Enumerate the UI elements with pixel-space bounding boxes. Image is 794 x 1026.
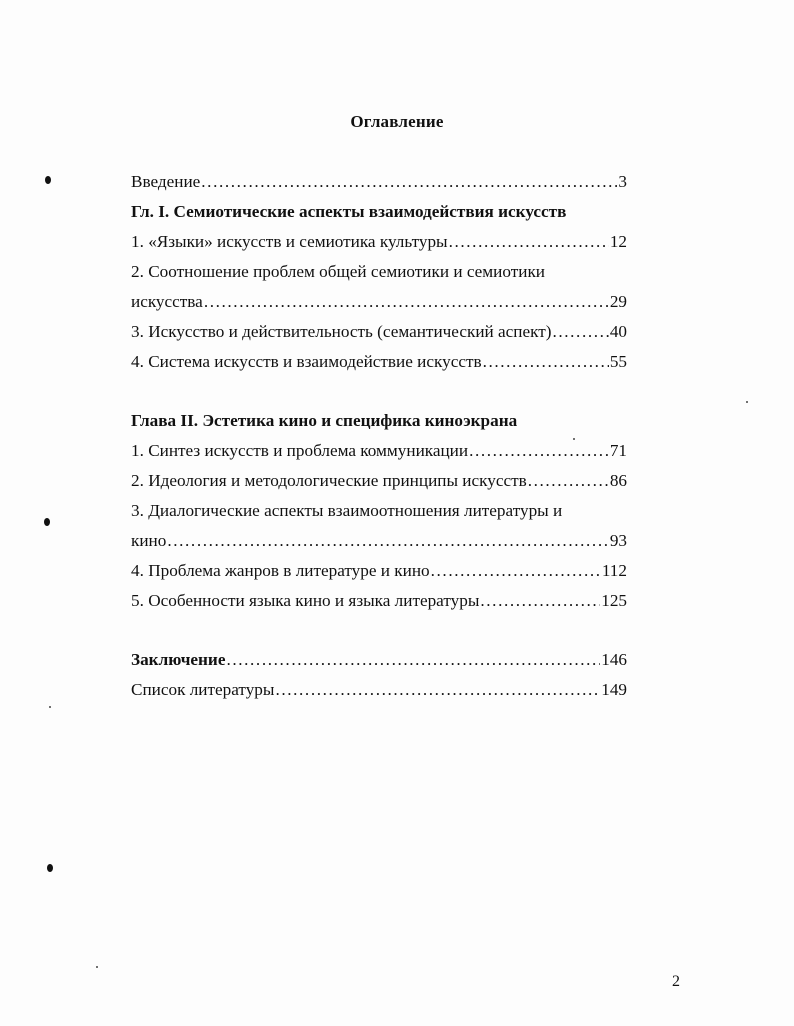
scan-mark-dot bbox=[44, 518, 50, 526]
dot-leader bbox=[226, 649, 600, 671]
chapter-2-heading: Глава II. Эстетика кино и специфика киноэкрана bbox=[131, 411, 518, 430]
toc-entry-page: 86 bbox=[609, 471, 627, 490]
dot-leader bbox=[480, 590, 600, 612]
toc-entry-label: искусства bbox=[131, 292, 203, 311]
scan-speck bbox=[49, 706, 51, 708]
toc-entry-2-2[interactable] bbox=[131, 470, 627, 492]
toc-entry-intro[interactable] bbox=[131, 171, 627, 193]
toc-entry-label: Заключение bbox=[131, 650, 226, 669]
scan-speck bbox=[573, 438, 575, 440]
toc-entry-label: 4. Проблема жанров в литературе и кино bbox=[131, 561, 430, 580]
toc-entry-label: кино bbox=[131, 531, 167, 550]
toc-entry-2-5[interactable] bbox=[131, 590, 627, 612]
toc-entry-conclusion[interactable] bbox=[131, 649, 627, 671]
toc-title: Оглавление bbox=[350, 112, 444, 131]
toc-entry-label: 2. Идеология и методологические принципы искусств bbox=[131, 471, 527, 490]
dot-leader bbox=[449, 231, 609, 253]
toc-entry-bibliography[interactable] bbox=[131, 679, 627, 701]
toc-entry-page: 125 bbox=[601, 591, 627, 610]
dot-leader bbox=[469, 440, 609, 462]
toc-entry-label: 1. Синтез искусств и проблема коммуникации bbox=[131, 441, 469, 460]
toc-entry-label: 1. «Языки» искусств и семиотика культуры bbox=[131, 232, 448, 251]
toc-entry-1-2[interactable] bbox=[131, 291, 627, 313]
dot-leader bbox=[528, 470, 609, 492]
toc-entry-2-3-line1[interactable]: 3. Диалогические аспекты взаимоотношения литературы и bbox=[131, 501, 563, 520]
toc-entry-page: 29 bbox=[609, 292, 627, 311]
toc-entry-label: 5. Особенности языка кино и языка литературы bbox=[131, 591, 480, 610]
page-number: 2 bbox=[672, 973, 680, 990]
toc-entry-page: 112 bbox=[601, 561, 627, 580]
dot-leader bbox=[552, 321, 608, 343]
toc-entry-page: 12 bbox=[609, 232, 627, 251]
toc-entry-1-4[interactable] bbox=[131, 351, 627, 373]
toc-entry-page: 40 bbox=[609, 322, 627, 341]
toc-entry-page: 146 bbox=[601, 650, 627, 669]
dot-leader bbox=[204, 291, 609, 313]
scan-speck bbox=[96, 966, 98, 968]
toc-entry-page: 93 bbox=[609, 531, 627, 550]
toc-entry-1-3[interactable] bbox=[131, 321, 627, 343]
toc-entry-page: 149 bbox=[601, 680, 627, 699]
scan-speck bbox=[746, 401, 748, 403]
dot-leader bbox=[431, 560, 601, 582]
dot-leader bbox=[483, 351, 609, 373]
toc-entry-label: Список литературы bbox=[131, 680, 275, 699]
dot-leader bbox=[167, 530, 608, 552]
toc-entry-2-1[interactable] bbox=[131, 440, 627, 462]
toc-entry-1-1[interactable] bbox=[131, 231, 627, 253]
dot-leader bbox=[275, 679, 600, 701]
toc-entry-page: 3 bbox=[618, 172, 627, 191]
scan-mark-dot bbox=[47, 864, 53, 872]
toc-entry-page: 71 bbox=[609, 441, 627, 460]
toc-entry-2-3[interactable] bbox=[131, 530, 627, 552]
toc-entry-page: 55 bbox=[609, 352, 627, 371]
dot-leader bbox=[201, 171, 617, 193]
toc-entry-label: 3. Искусство и действительность (семантический аспект) bbox=[131, 322, 552, 341]
toc-entry-label: 4. Система искусств и взаимодействие искусств bbox=[131, 352, 482, 371]
scan-mark-dot bbox=[45, 176, 51, 184]
toc-entry-label: Введение bbox=[131, 172, 201, 191]
toc-entry-1-2-line1[interactable]: 2. Соотношение проблем общей семиотики и семиотики bbox=[131, 262, 546, 281]
chapter-1-heading: Гл. I. Семиотические аспекты взаимодействия искусств bbox=[131, 202, 567, 221]
toc-entry-2-4[interactable] bbox=[131, 560, 627, 582]
